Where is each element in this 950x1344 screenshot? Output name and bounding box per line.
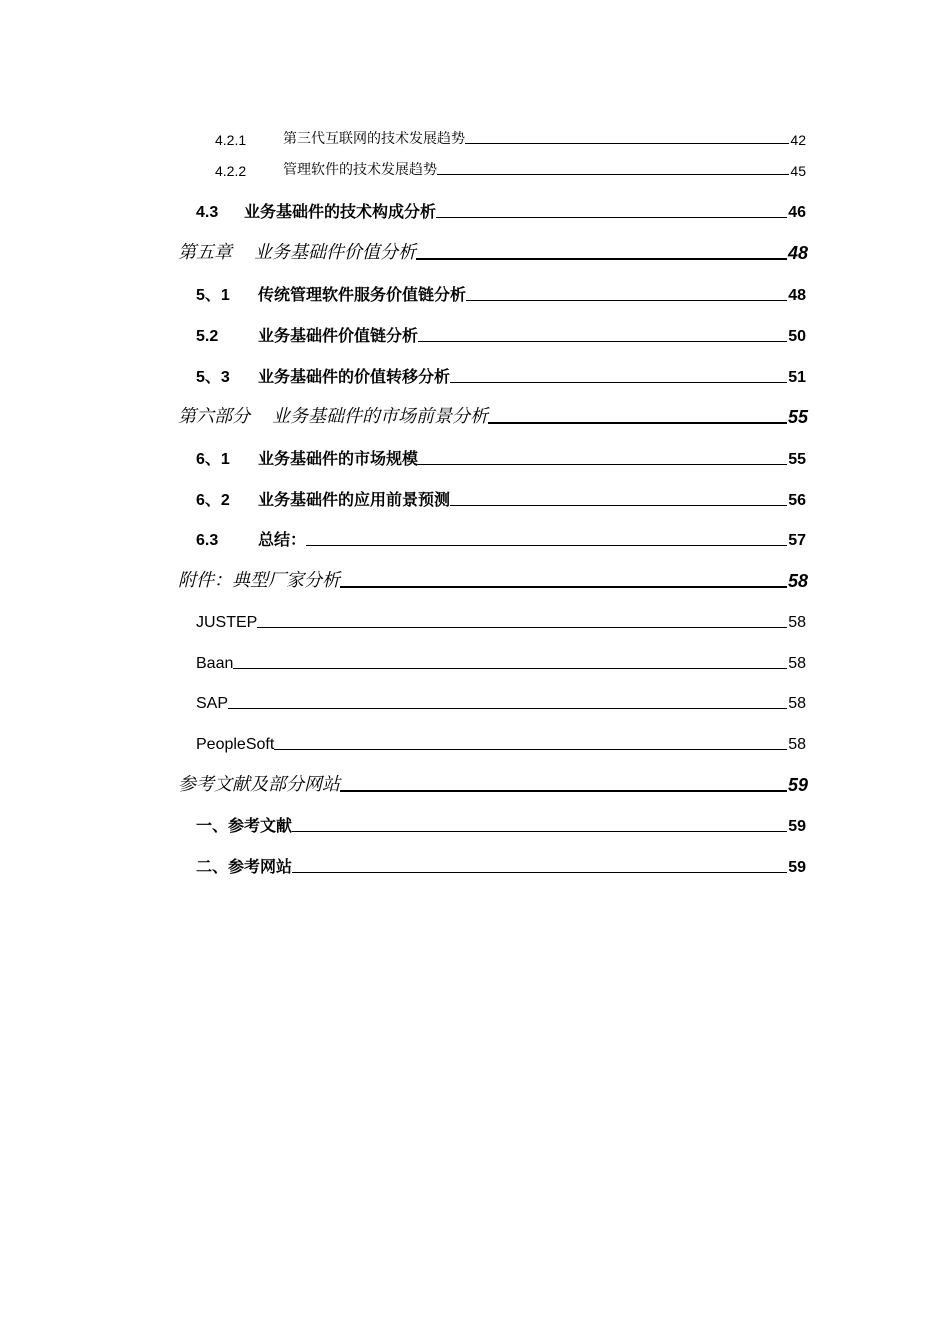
toc-entry-title: 一、参考文献 — [196, 816, 293, 835]
toc-chapter-appendix[interactable] — [178, 566, 808, 592]
toc-leader-line — [274, 749, 787, 750]
toc-entry-title: 传统管理软件服务价值链分析 — [258, 285, 467, 304]
toc-entry-page: 57 — [788, 532, 806, 549]
toc-entry-5-3[interactable] — [196, 363, 806, 387]
toc-entry-page: 59 — [788, 859, 806, 876]
toc-entry-page: 48 — [788, 287, 806, 304]
toc-leader-line — [488, 422, 787, 424]
toc-leader-line — [340, 586, 787, 588]
toc-entry-peoplesoft[interactable] — [196, 730, 806, 754]
toc-leader-line — [292, 831, 787, 832]
toc-chapter-title: 附件：典型厂家分析 — [178, 570, 340, 591]
toc-chapter-title: 参考文献及部分网站 — [178, 774, 340, 795]
toc-entry-title: 业务基础件的市场规模 — [258, 449, 419, 468]
toc-leader-line — [465, 143, 789, 144]
toc-entry-6-1[interactable] — [196, 445, 806, 469]
toc-entry-page: 58 — [788, 614, 806, 631]
toc-entry-number: 6.3 — [196, 532, 219, 549]
toc-chapter-page: 59 — [787, 775, 808, 795]
toc-entry-4-2-2[interactable] — [215, 159, 806, 179]
toc-entry-page: 58 — [788, 655, 806, 672]
toc-entry-number: 5.2 — [196, 328, 219, 345]
toc-entry-title: 二、参考网站 — [196, 857, 293, 876]
toc-entry-page: 50 — [788, 328, 806, 345]
toc-leader-line — [418, 464, 787, 465]
toc-entry-title: PeopleSoft — [196, 736, 275, 753]
toc-chapter-number: 第五章 — [178, 242, 232, 263]
toc-chapter-title: 业务基础件价值分析 — [254, 242, 416, 263]
toc-entry-page: 51 — [788, 369, 806, 386]
toc-entry-title: 管理软件的技术发展趋势 — [283, 162, 437, 178]
toc-chapter-page: 58 — [787, 571, 808, 591]
toc-leader-line — [466, 300, 787, 301]
toc-chapter-6[interactable] — [178, 402, 808, 428]
toc-entry-title: Baan — [196, 655, 234, 672]
toc-chapter-page: 48 — [787, 243, 808, 263]
toc-entry-baan[interactable] — [196, 649, 806, 673]
toc-entry-number: 4.2.1 — [215, 132, 247, 148]
toc-entry-justep[interactable] — [196, 608, 806, 632]
toc-entry-page: 58 — [788, 736, 806, 753]
toc-leader-line — [450, 505, 787, 506]
toc-chapter-title: 业务基础件的市场前景分析 — [272, 406, 488, 427]
toc-chapter-references[interactable] — [178, 770, 808, 796]
toc-entry-title: 业务基础件的应用前景预测 — [258, 490, 451, 509]
toc-entry-number: 4.2.2 — [215, 163, 247, 179]
toc-entry-title: 第三代互联网的技术发展趋势 — [283, 131, 465, 147]
toc-entry-number: 6、2 — [196, 492, 230, 509]
toc-chapter-page: 55 — [787, 407, 808, 427]
toc-entry-5-1[interactable] — [196, 281, 806, 305]
toc-entry-page: 55 — [788, 451, 806, 468]
toc-entry-4-3[interactable] — [196, 198, 806, 222]
toc-entry-4-2-1[interactable] — [215, 128, 806, 148]
toc-leader-line — [450, 382, 787, 383]
toc-entry-page: 42 — [790, 132, 806, 148]
toc-leader-line — [306, 545, 787, 546]
toc-chapter-5[interactable] — [178, 238, 808, 264]
toc-leader-line — [292, 872, 787, 873]
toc-leader-line — [228, 708, 787, 709]
toc-entry-number: 4.3 — [196, 204, 219, 221]
toc-chapter-number: 第六部分 — [178, 406, 250, 427]
toc-leader-line — [437, 174, 789, 175]
toc-entry-title: 业务基础件的技术构成分析 — [244, 202, 437, 221]
toc-entry-5-2[interactable] — [196, 322, 806, 346]
toc-entry-references-literature[interactable] — [196, 812, 806, 836]
toc-entry-title: SAP — [196, 695, 229, 712]
toc-entry-number: 5、1 — [196, 287, 230, 304]
toc-leader-line — [257, 627, 787, 628]
toc-entry-title: 业务基础件的价值转移分析 — [258, 367, 451, 386]
toc-entry-sap[interactable] — [196, 689, 806, 713]
toc-leader-line — [418, 341, 787, 342]
toc-entry-number: 6、1 — [196, 451, 230, 468]
toc-entry-page: 46 — [788, 204, 806, 221]
toc-leader-line — [340, 790, 787, 792]
toc-entry-references-websites[interactable] — [196, 853, 806, 877]
toc-entry-title: 业务基础件价值链分析 — [258, 326, 419, 345]
toc-entry-number: 5、3 — [196, 369, 230, 386]
toc-entry-title: JUSTEP — [196, 614, 258, 631]
toc-entry-page: 59 — [788, 818, 806, 835]
toc-entry-page: 45 — [790, 163, 806, 179]
toc-leader-line — [416, 258, 787, 260]
toc-leader-line — [233, 668, 787, 669]
toc-entry-page: 58 — [788, 695, 806, 712]
toc-entry-6-2[interactable] — [196, 486, 806, 510]
toc-entry-page: 56 — [788, 492, 806, 509]
toc-leader-line — [436, 217, 787, 218]
toc-entry-6-3[interactable] — [196, 526, 806, 550]
toc-entry-title: 总结： — [258, 530, 307, 549]
